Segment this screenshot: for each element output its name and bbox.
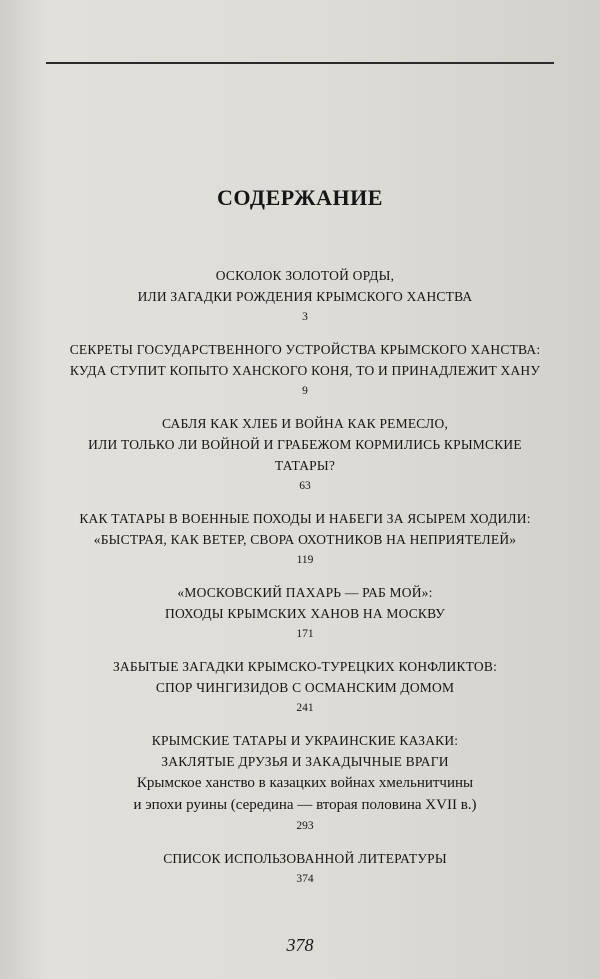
- page-title: СОДЕРЖАНИЕ: [217, 185, 383, 210]
- toc-entry-title-line: ИЛИ ТОЛЬКО ЛИ ВОЙНОЙ И ГРАБЕЖОМ КОРМИЛИСЬ КРЫМСКИЕ ТАТАРЫ?: [88, 437, 522, 473]
- toc-entry-page-number: 9: [302, 385, 308, 397]
- toc-entry-page-number: 171: [296, 628, 314, 640]
- toc-entry: [60, 265, 550, 325]
- toc-entry-title-line: СПОР ЧИНГИЗИДОВ С ОСМАНСКИМ ДОМОМ: [155, 680, 455, 695]
- toc-entry-page-number: 293: [296, 820, 314, 832]
- toc-entry: [60, 730, 550, 834]
- toc-entry: [60, 656, 550, 716]
- toc-entry-page-number: 241: [296, 702, 314, 714]
- toc-entry-title-line: КАК ТАТАРЫ В ВОЕННЫЕ ПОХОДЫ И НАБЕГИ ЗА ЯСЫРЕМ ХОДИЛИ:: [79, 511, 531, 526]
- toc-entry-subtitle-line: Крымское ханство в казацких войнах хмельнитчины: [136, 775, 474, 791]
- toc-entry-subtitle-line: и эпохи руины (середина — вторая половина XVII в.): [133, 797, 477, 813]
- toc-entry-title-line: ОСКОЛОК ЗОЛОТОЙ ОРДЫ,: [215, 268, 395, 283]
- toc-entry-page-number: 374: [296, 873, 314, 885]
- toc-entry-title-line: «МОСКОВСКИЙ ПАХАРЬ — РАБ МОЙ»:: [177, 585, 433, 600]
- toc-entry-title-line: СПИСОК ИСПОЛЬЗОВАННОЙ ЛИТЕРАТУРЫ: [163, 851, 447, 866]
- toc-entry: [60, 508, 550, 568]
- page-folio-number: 378: [286, 935, 314, 955]
- toc-entry: [60, 339, 550, 399]
- toc-entry-page-number: 119: [296, 554, 314, 566]
- toc-entry: [60, 848, 550, 887]
- toc-entry-title-line: КУДА СТУПИТ КОПЫТО ХАНСКОГО КОНЯ, ТО И ПРИНАДЛЕЖИТ ХАНУ: [69, 363, 541, 378]
- toc-entry-title-line: КРЫМСКИЕ ТАТАРЫ И УКРАИНСКИЕ КАЗАКИ:: [151, 733, 459, 748]
- toc-entry-title-line: ИЛИ ЗАГАДКИ РОЖДЕНИЯ КРЫМСКОГО ХАНСТВА: [137, 289, 473, 304]
- table-of-contents: [60, 265, 550, 901]
- toc-entry: [60, 413, 550, 494]
- toc-entry-title-line: ЗАКЛЯТЫЕ ДРУЗЬЯ И ЗАКАДЫЧНЫЕ ВРАГИ: [161, 754, 449, 769]
- toc-entry-title-line: «БЫСТРАЯ, КАК ВЕТЕР, СВОРА ОХОТНИКОВ НА НЕПРИЯТЕЛЕЙ»: [93, 532, 517, 547]
- toc-entry-page-number: 3: [302, 311, 308, 323]
- toc-entry-page-number: 63: [299, 480, 311, 492]
- toc-entry: [60, 582, 550, 642]
- toc-entry-title-line: СЕКРЕТЫ ГОСУДАРСТВЕННОГО УСТРОЙСТВА КРЫМСКОГО ХАНСТВА:: [69, 342, 541, 357]
- header-rule: [46, 62, 554, 64]
- toc-entry-title-line: САБЛЯ КАК ХЛЕБ И ВОЙНА КАК РЕМЕСЛО,: [161, 416, 449, 431]
- toc-entry-title-line: ПОХОДЫ КРЫМСКИХ ХАНОВ НА МОСКВУ: [165, 606, 445, 621]
- toc-entry-title-line: ЗАБЫТЫЕ ЗАГАДКИ КРЫМСКО-ТУРЕЦКИХ КОНФЛИКТОВ:: [112, 659, 498, 674]
